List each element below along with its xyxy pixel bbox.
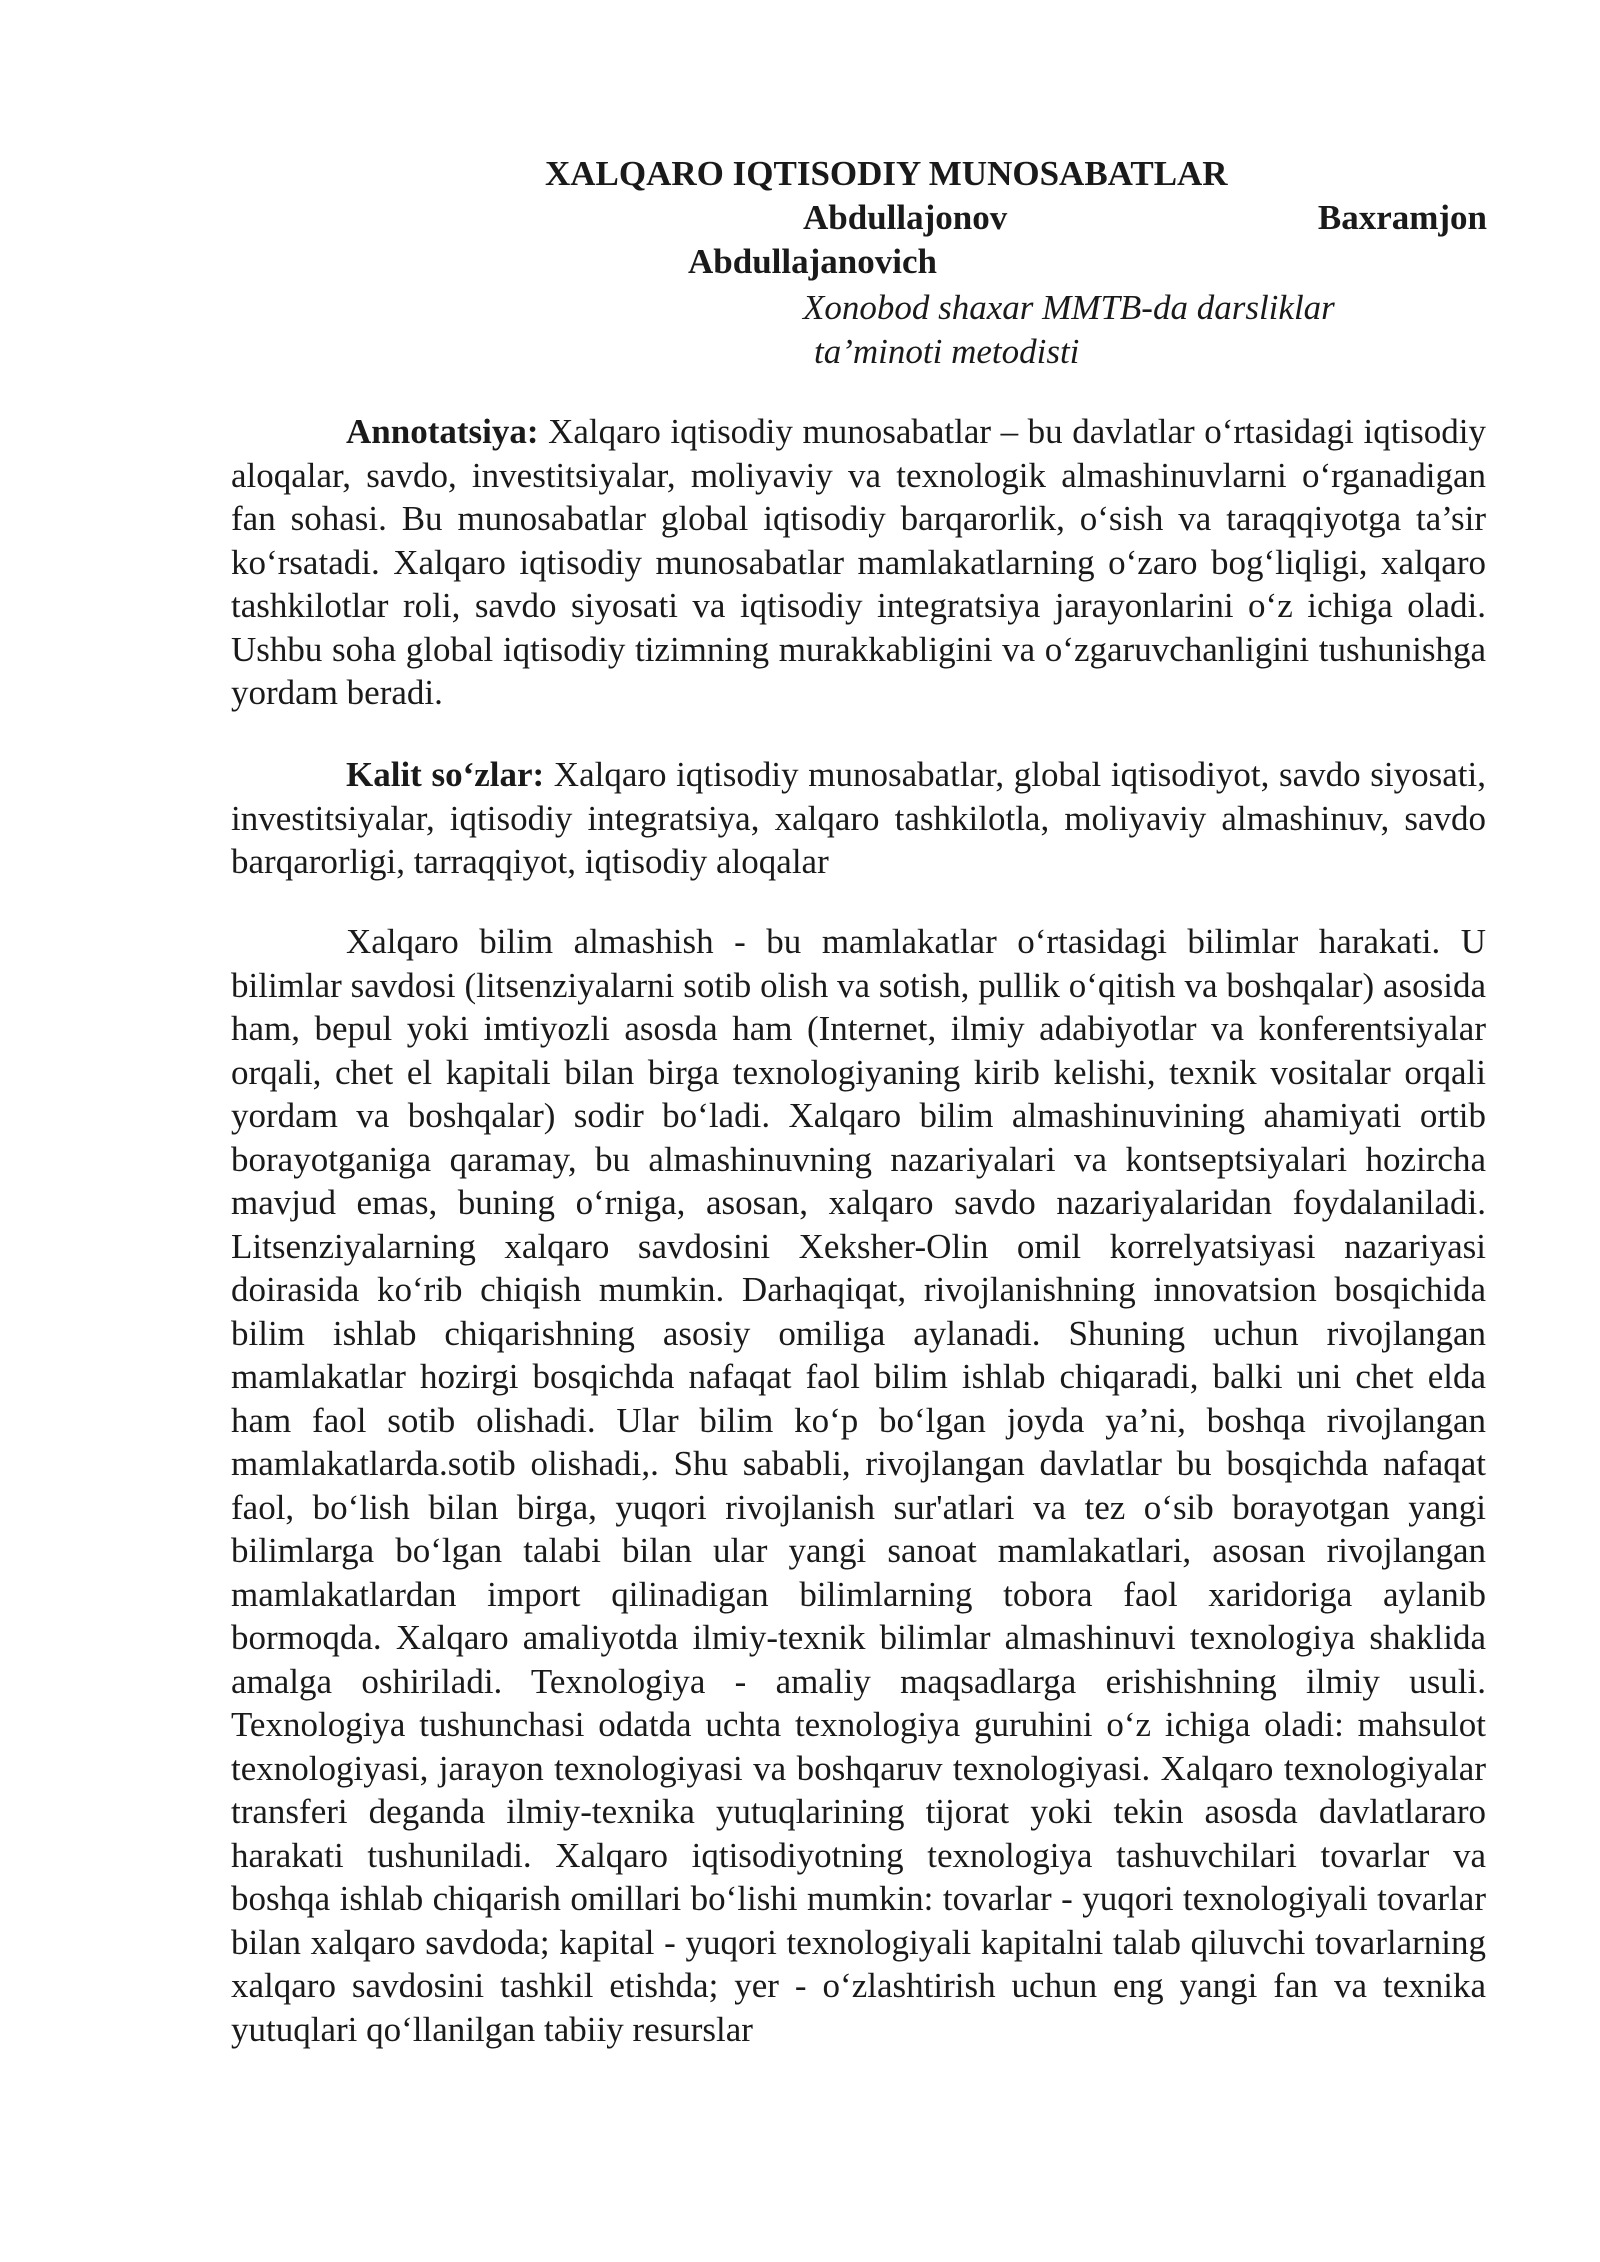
body-paragraph: Xalqaro bilim almashish - bu mamlakatlar o‘rtasidagi bilimlar harakati. U bilimlar savdosi (litsenziyalarni sotib olish va sotish, pullik o‘qitish va boshqalar) asosida ham, bepul yoki imtiyozli asosda ham (Internet, ilmiy adabiyotlar va konferentsiyalar orqali, chet el kapitali bilan birga texnologiyaning kirib kelishi, texnik vositalar orqali yordam va boshqalar) sodir bo‘ladi. Xalqaro bilim almashinuvining ahamiyati ortib borayotganiga qaramay, bu almashinuvning nazariyalari va kontseptsiyalari hozircha mavjud emas, buning o‘rniga, asosan, xalqaro savdo nazariyalaridan foydalaniladi. Litsenziyalarning xalqaro savdosini Xeksher-Olin omil korrelyatsiyasi nazariyasi doirasida ko‘rib chiqish mumkin. Darhaqiqat, rivojlanishning innovatsion bosqichida bilim ishlab chiqarishning asosiy omiliga aylanadi. Shuning uchun rivojlangan mamlakatlar hozirgi bosqichda nafaqat faol bilim ishlab chiqaradi, balki uni chet elda ham faol sotib olishadi. Ular bilim ko‘p bo‘lgan joyda ya’ni, boshqa rivojlangan mamlakatlarda.sotib olishadi,. Shu sababli, rivojlangan davlatlar bu bosqichda nafaqat faol, bo‘lish bilan birga, yuqori rivojlanish sur'atlari va tez o‘sib borayotgan yangi bilimlarga bo‘lgan talabi bilan ular yangi sanoat mamlakatlari, asosan rivojlangan mamlakatlardan import qilinadigan bilimlarning tobora faol xaridoriga aylanib bormoqda. Xalqaro amaliyotda ilmiy-texnik bilimlar almashinuvi texnologiya shaklida amalga oshiriladi. Texnologiya - amaliy maqsadlarga erishishning ilmiy usuli. Texnologiya tushunchasi odatda uchta texnologiya guruhini o‘z ichiga oladi: mahsulot texnologiyasi, jarayon texnologiyasi va boshqaruv texnologiyasi. Xalqaro texnologiyalar transferi deganda ilmiy-texnika yutuqlarining tijorat yoki tekin asosda davlatlararo harakati tushuniladi. Xalqaro iqtisodiyotning texnologiya tashuvchilari tovarlar va boshqa ishlab chiqarish omillari bo‘lishi mumkin: tovarlar - yuqori texnologiyali tovarlar bilan xalqaro savdoda; kapital - yuqori texnologiyali kapitalni talab qiluvchi tovarlarning xalqaro savdosini tashkil etishda; yer - o‘zlashtirish uchun eng yangi fan va texnika yutuqlari qo‘llanilgan tabiiy resurslar bbox=[231, 922, 1486, 2049]
keywords-text: Xalqaro iqtisodiy munosabatlar, global iqtisodiyot, savdo siyosati, investitsiyalar, iqtisodiy integratsiya, xalqaro tashkilotla, moliyaviy almashinuv, savdo barqarorligi, tarraqqiyot, iqtisodiy aloqalar bbox=[231, 755, 1486, 881]
article-title: XALQARO IQTISODIY MUNOSABATLAR bbox=[545, 154, 1228, 193]
author-patronymic: Abdullajanovich bbox=[688, 242, 937, 281]
author-affiliation-line2: ta’minoti metodisti bbox=[814, 332, 1080, 371]
keywords-paragraph bbox=[231, 753, 1486, 884]
annotation-paragraph bbox=[231, 410, 1486, 715]
keywords-label: Kalit so‘zlar: bbox=[346, 755, 545, 794]
author-name-line bbox=[803, 196, 1487, 240]
annotation-text: Xalqaro iqtisodiy munosabatlar – bu davlatlar o‘rtasidagi iqtisodiy aloqalar, savdo, investitsiyalar, moliyaviy va texnologik almashinuvlarni o‘rganadigan fan sohasi. Bu munosabatlar global iqtisodiy barqarorlik, o‘sish va taraqqiyotga ta’sir ko‘rsatadi. Xalqaro iqtisodiy munosabatlar mamlakatlarning o‘zaro bog‘liqligi, xalqaro tashkilotlar roli, savdo siyosati va iqtisodiy integratsiya jarayonlarini o‘z ichiga oladi. Ushbu soha global iqtisodiy tizimning murakkabligini va o‘zgaruvchanligini tushunishga yordam beradi. bbox=[231, 412, 1486, 712]
annotation-label: Annotatsiya: bbox=[346, 412, 539, 451]
author-surname: Abdullajonov bbox=[803, 198, 1008, 237]
author-given-name: Baxramjon bbox=[1317, 198, 1487, 237]
author-affiliation-line1: Xonobod shaxar MMTB-da darsliklar bbox=[803, 288, 1335, 327]
